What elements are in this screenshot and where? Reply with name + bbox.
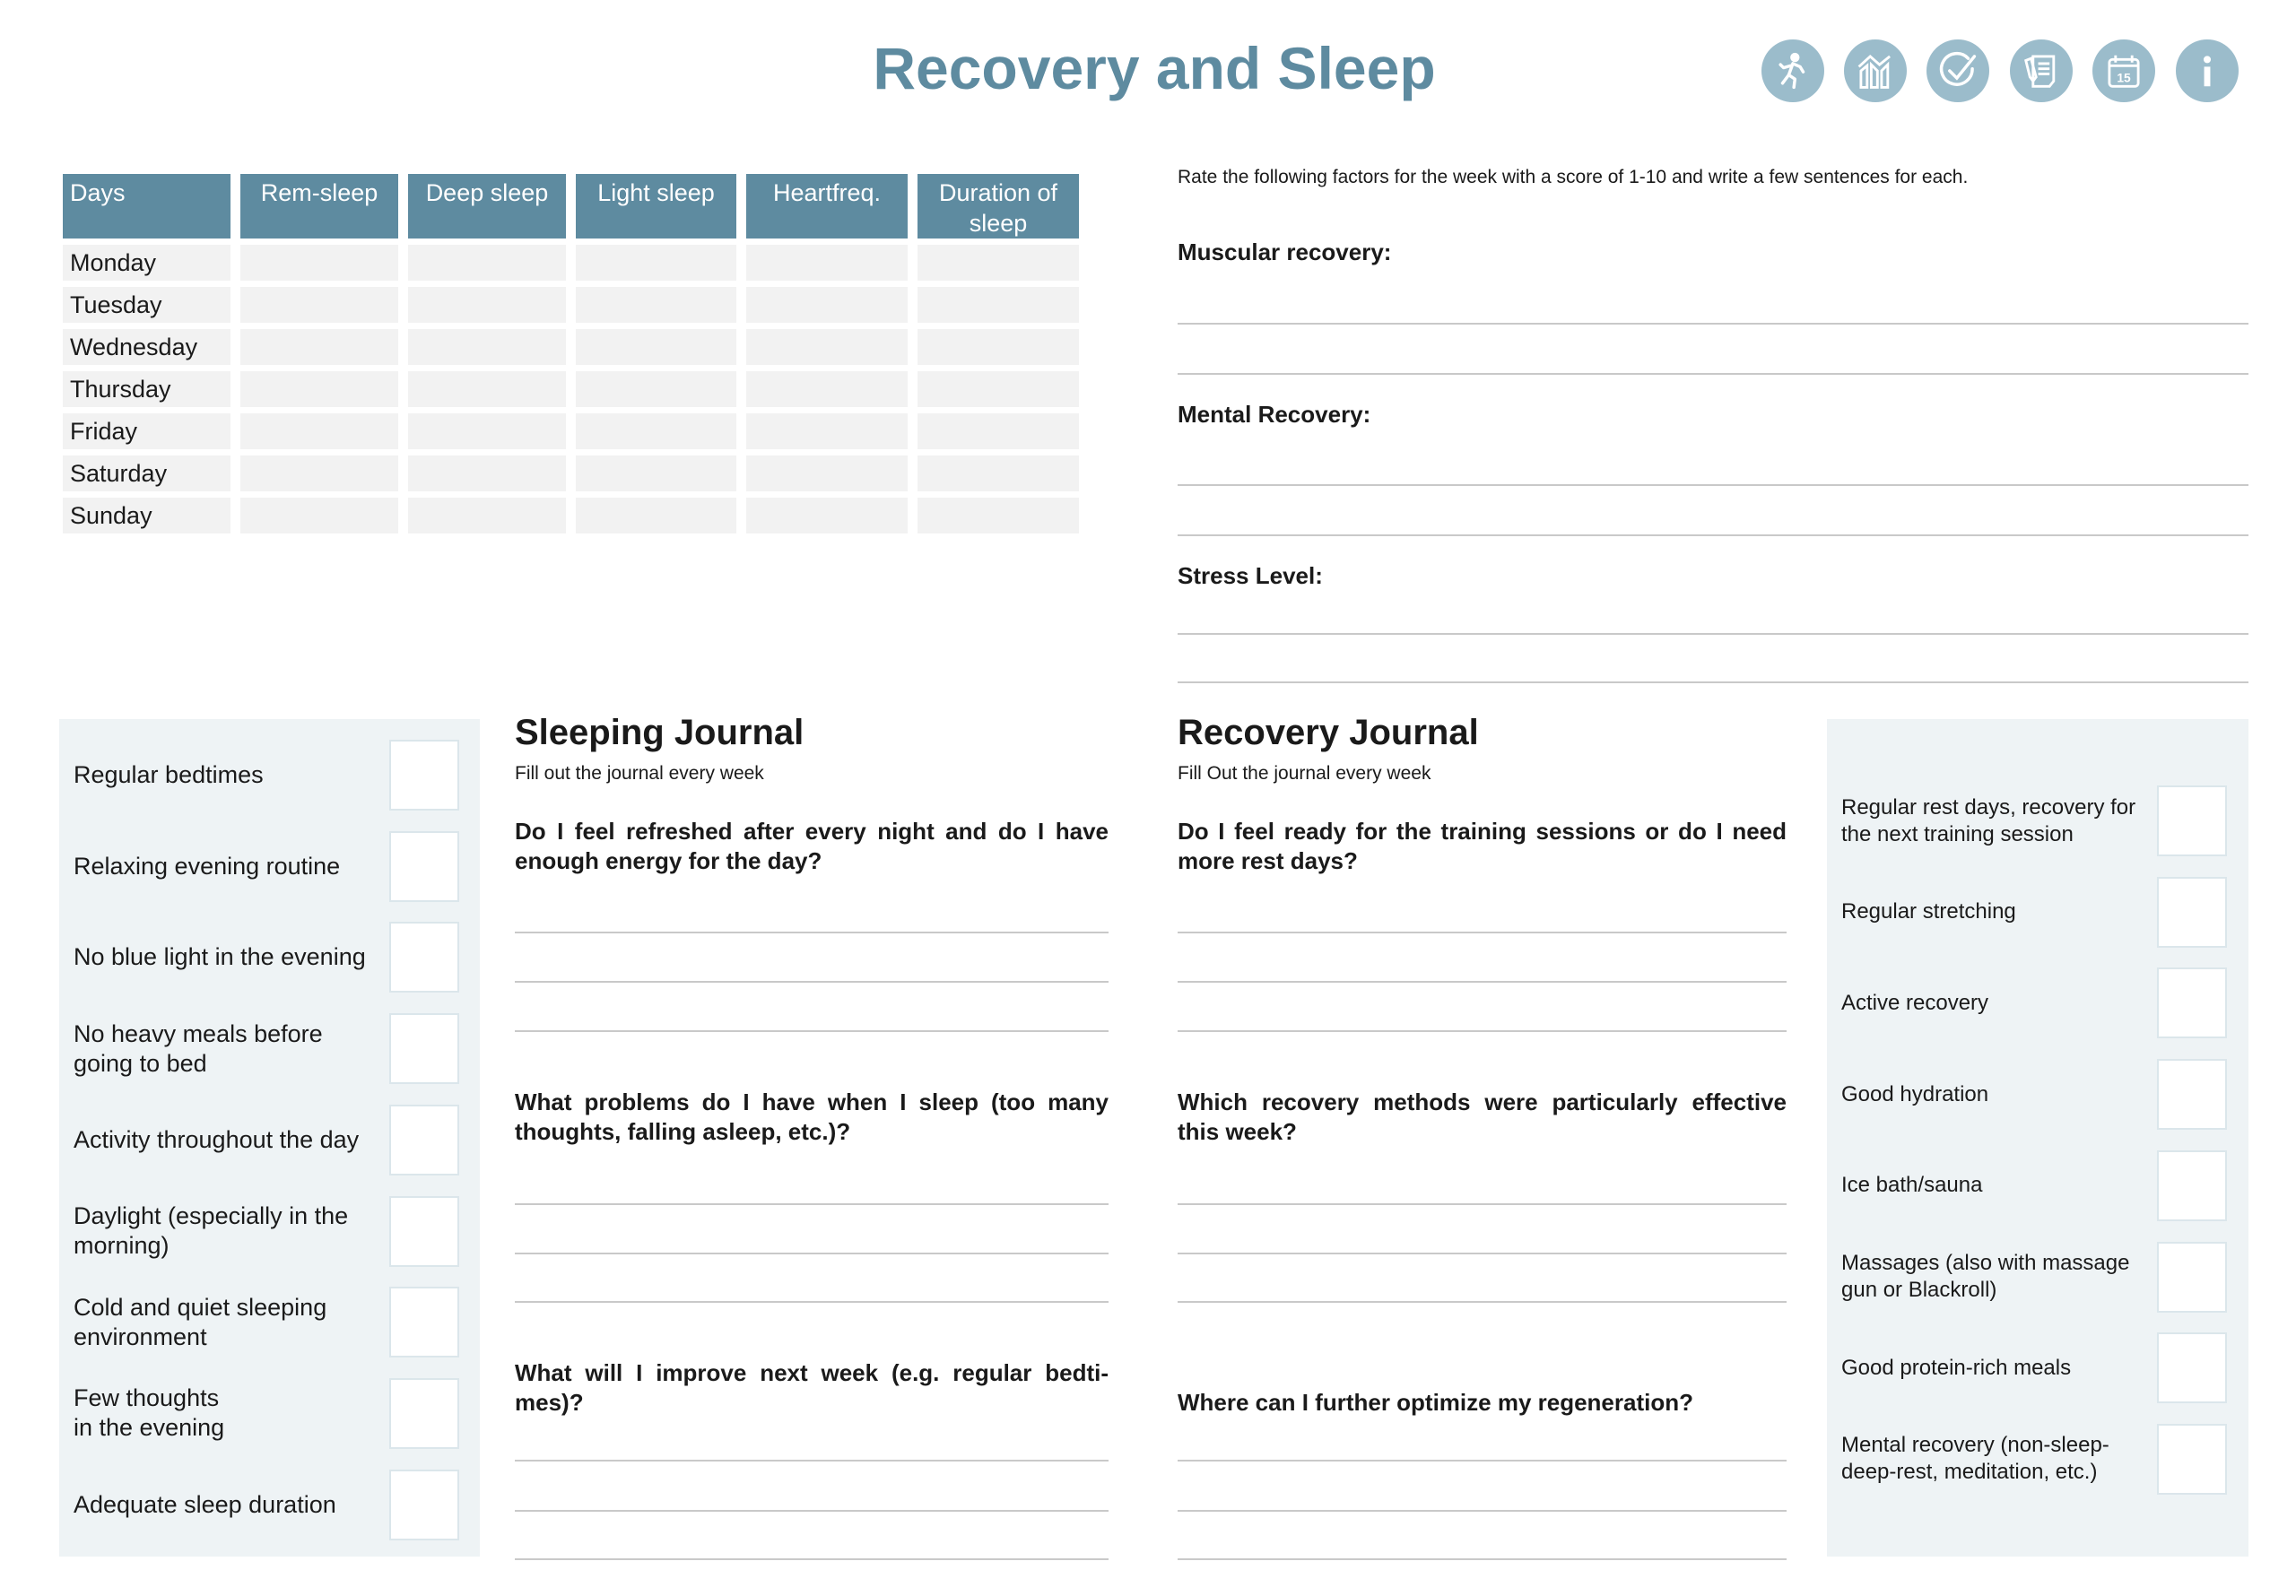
column-header-duration: Duration of sleep	[918, 174, 1079, 239]
checklist-item	[74, 740, 459, 811]
table-cell-input[interactable]	[240, 413, 398, 449]
column-header-light-sleep: Light sleep	[576, 174, 736, 239]
checkbox[interactable]	[389, 740, 459, 811]
svg-text:15: 15	[2117, 71, 2131, 85]
recovery-question-3: Where can I further optimize my regeneration?	[1178, 1389, 1693, 1416]
table-cell-input[interactable]	[408, 455, 566, 491]
checkbox[interactable]	[2157, 785, 2227, 856]
checklist-item	[1841, 1150, 2227, 1221]
checklist-label: Active recovery	[1841, 990, 1989, 1015]
checklist-item	[74, 1105, 459, 1175]
table-cell-input[interactable]	[408, 371, 566, 407]
answer-line[interactable]	[1178, 1203, 1787, 1205]
table-cell-input[interactable]	[408, 287, 566, 323]
answer-line[interactable]	[515, 1510, 1109, 1512]
table-cell-input[interactable]	[408, 413, 566, 449]
info-icon[interactable]	[2176, 39, 2239, 102]
checklist-item	[1841, 1332, 2227, 1403]
table-cell-input[interactable]	[240, 329, 398, 365]
table-row	[63, 371, 1079, 407]
table-cell-input[interactable]	[240, 287, 398, 323]
mental-recovery-label: Mental Recovery:	[1178, 401, 1371, 428]
checklist-item	[74, 831, 459, 902]
day-label: Wednesday	[63, 329, 230, 365]
table-cell-input[interactable]	[408, 245, 566, 281]
table-cell-input[interactable]	[576, 245, 736, 281]
sleep-tracking-table	[53, 168, 1089, 540]
day-label: Monday	[63, 245, 230, 281]
checkbox[interactable]	[389, 922, 459, 993]
checklist-label: Good protein-rich meals	[1841, 1355, 2072, 1380]
table-cell-input[interactable]	[408, 498, 566, 533]
rating-instructions: Rate the following factors for the week with a score of 1-10 and write a few sentences for each.	[1178, 167, 1969, 187]
checklist-item	[1841, 785, 2227, 856]
table-cell-input[interactable]	[746, 245, 908, 281]
checklist-item	[1841, 877, 2227, 948]
answer-line[interactable]	[515, 1558, 1109, 1560]
checklist-label: Regular bedtimes	[74, 761, 264, 788]
recovery-question-2: Which recovery methods were particularly effective this week?	[1178, 1089, 1787, 1145]
day-label: Saturday	[63, 455, 230, 491]
checklist-item	[1841, 1059, 2227, 1130]
answer-line[interactable]	[515, 1253, 1109, 1254]
table-cell-input[interactable]	[918, 371, 1079, 407]
table-row	[63, 413, 1079, 449]
table-row	[63, 498, 1079, 533]
sleeping-question-2: What problems do I have when I sleep (too many thoughts, falling asleep, etc.)?	[515, 1089, 1109, 1145]
checklist-item	[74, 1196, 459, 1267]
checkbox[interactable]	[389, 1287, 459, 1357]
answer-line[interactable]	[1178, 1460, 1787, 1462]
checklist-label: Few thoughts in the evening	[74, 1384, 225, 1442]
answer-line[interactable]	[1178, 932, 1787, 933]
column-header-days: Days	[63, 174, 230, 239]
table-cell-input[interactable]	[576, 413, 736, 449]
column-header-rem-sleep: Rem-sleep	[240, 174, 398, 239]
recovery-journal-title: Recovery Journal	[1178, 713, 1479, 752]
table-cell-input[interactable]	[746, 329, 908, 365]
table-cell-input[interactable]	[240, 371, 398, 407]
running-icon[interactable]	[1761, 39, 1824, 102]
table-cell-input[interactable]	[240, 455, 398, 491]
calendar-icon[interactable]	[2092, 39, 2155, 102]
checkbox[interactable]	[389, 1013, 459, 1084]
answer-line[interactable]	[1178, 323, 2248, 325]
checkbox[interactable]	[2157, 1150, 2227, 1221]
table-cell-input[interactable]	[746, 413, 908, 449]
table-cell-input[interactable]	[918, 455, 1079, 491]
answer-line[interactable]	[1178, 1301, 1787, 1303]
sleeping-journal-title: Sleeping Journal	[515, 713, 804, 752]
table-cell-input[interactable]	[746, 287, 908, 323]
sleeping-question-1: Do I feel refreshed after every night and do I have enough energy for the day?	[515, 818, 1109, 874]
table-cell-input[interactable]	[240, 245, 398, 281]
answer-line[interactable]	[1178, 981, 1787, 983]
muscular-recovery-label: Muscular recovery:	[1178, 239, 1392, 265]
answer-line[interactable]	[1178, 484, 2248, 486]
checkbox[interactable]	[389, 1378, 459, 1449]
table-row	[63, 287, 1079, 323]
checklist-item	[74, 1378, 459, 1449]
day-label: Friday	[63, 413, 230, 449]
checklist-label: Cold and quiet sleeping environment	[74, 1293, 327, 1350]
table-cell-input[interactable]	[576, 287, 736, 323]
checklist-item	[74, 1013, 459, 1084]
table-row	[63, 455, 1079, 491]
day-label: Thursday	[63, 371, 230, 407]
sleeping-journal-subtitle: Fill out the journal every week	[515, 763, 764, 784]
table-cell-input[interactable]	[918, 498, 1079, 533]
stress-level-label: Stress Level:	[1178, 562, 1323, 589]
table-cell-input[interactable]	[918, 245, 1079, 281]
checklist-label: Massages (also with massage gun or Blackroll)	[1841, 1251, 2130, 1302]
answer-line[interactable]	[1178, 1253, 1787, 1254]
checklist-item	[74, 1287, 459, 1357]
checkbox[interactable]	[2157, 967, 2227, 1038]
checklist-label: No heavy meals before going to bed	[74, 1019, 323, 1077]
checkbox[interactable]	[2157, 1424, 2227, 1495]
checklist-item	[1841, 1424, 2227, 1495]
column-header-heartfreq: Heartfreq.	[746, 174, 908, 239]
column-header-deep-sleep: Deep sleep	[408, 174, 566, 239]
checklist-label: Adequate sleep duration	[74, 1490, 336, 1518]
answer-line[interactable]	[515, 932, 1109, 933]
checkbox[interactable]	[389, 831, 459, 902]
checklist-label: Ice bath/sauna	[1841, 1173, 1983, 1198]
answer-line[interactable]	[1178, 1558, 1787, 1560]
answer-line[interactable]	[1178, 1030, 1787, 1032]
day-label: Tuesday	[63, 287, 230, 323]
notes-pencil-icon[interactable]	[2010, 39, 2073, 102]
page-title: Recovery and Sleep	[873, 35, 1436, 101]
chart-icon[interactable]	[1844, 39, 1907, 102]
check-circle-icon[interactable]	[1926, 39, 1989, 102]
answer-line[interactable]	[515, 1030, 1109, 1032]
table-cell-input[interactable]	[408, 329, 566, 365]
checkbox[interactable]	[389, 1470, 459, 1540]
table-cell-input[interactable]	[576, 329, 736, 365]
checkbox[interactable]	[2157, 877, 2227, 948]
table-cell-input[interactable]	[240, 498, 398, 533]
recovery-question-1: Do I feel ready for the training sessions or do I need more rest days?	[1178, 818, 1787, 874]
answer-line[interactable]	[515, 1203, 1109, 1205]
table-cell-input[interactable]	[746, 371, 908, 407]
checkbox[interactable]	[389, 1105, 459, 1175]
answer-line[interactable]	[515, 1301, 1109, 1303]
table-row	[63, 329, 1079, 365]
checklist-label: Relaxing evening routine	[74, 852, 341, 880]
table-cell-input[interactable]	[918, 329, 1079, 365]
day-label: Sunday	[63, 498, 230, 533]
checklist-item	[74, 922, 459, 993]
checklist-item	[1841, 967, 2227, 1038]
answer-line[interactable]	[1178, 1510, 1787, 1512]
answer-line[interactable]	[1178, 534, 2248, 536]
table-cell-input[interactable]	[746, 455, 908, 491]
answer-line[interactable]	[1178, 373, 2248, 375]
checklist-label: Activity throughout the day	[74, 1125, 360, 1153]
checkbox[interactable]	[2157, 1242, 2227, 1313]
answer-line[interactable]	[515, 981, 1109, 983]
checkbox[interactable]	[389, 1196, 459, 1267]
checklist-label: Regular rest days, recovery for the next training session	[1841, 794, 2136, 846]
table-cell-input[interactable]	[576, 371, 736, 407]
checklist-label: Daylight (especially in the morning)	[74, 1202, 349, 1259]
sleeping-question-3: What will I improve next week (e.g. regular bedti-mes)?	[515, 1359, 1109, 1416]
answer-line[interactable]	[1178, 681, 2248, 683]
table-cell-input[interactable]	[576, 498, 736, 533]
table-cell-input[interactable]	[576, 455, 736, 491]
checklist-label: Regular stretching	[1841, 899, 2016, 924]
table-cell-input[interactable]	[918, 287, 1079, 323]
recovery-journal-subtitle: Fill Out the journal every week	[1178, 763, 1431, 784]
checklist-item	[74, 1470, 459, 1540]
answer-line[interactable]	[1178, 633, 2248, 635]
checklist-item	[1841, 1242, 2227, 1313]
checkbox[interactable]	[2157, 1059, 2227, 1130]
checkbox[interactable]	[2157, 1332, 2227, 1403]
table-cell-input[interactable]	[746, 498, 908, 533]
table-row	[63, 245, 1079, 281]
checklist-label: Good hydration	[1841, 1081, 1989, 1106]
checklist-label: Mental recovery (non-sleep-deep-rest, meditation, etc.)	[1841, 1433, 2109, 1485]
checklist-label: No blue light in the evening	[74, 943, 366, 971]
answer-line[interactable]	[515, 1460, 1109, 1462]
table-cell-input[interactable]	[918, 413, 1079, 449]
